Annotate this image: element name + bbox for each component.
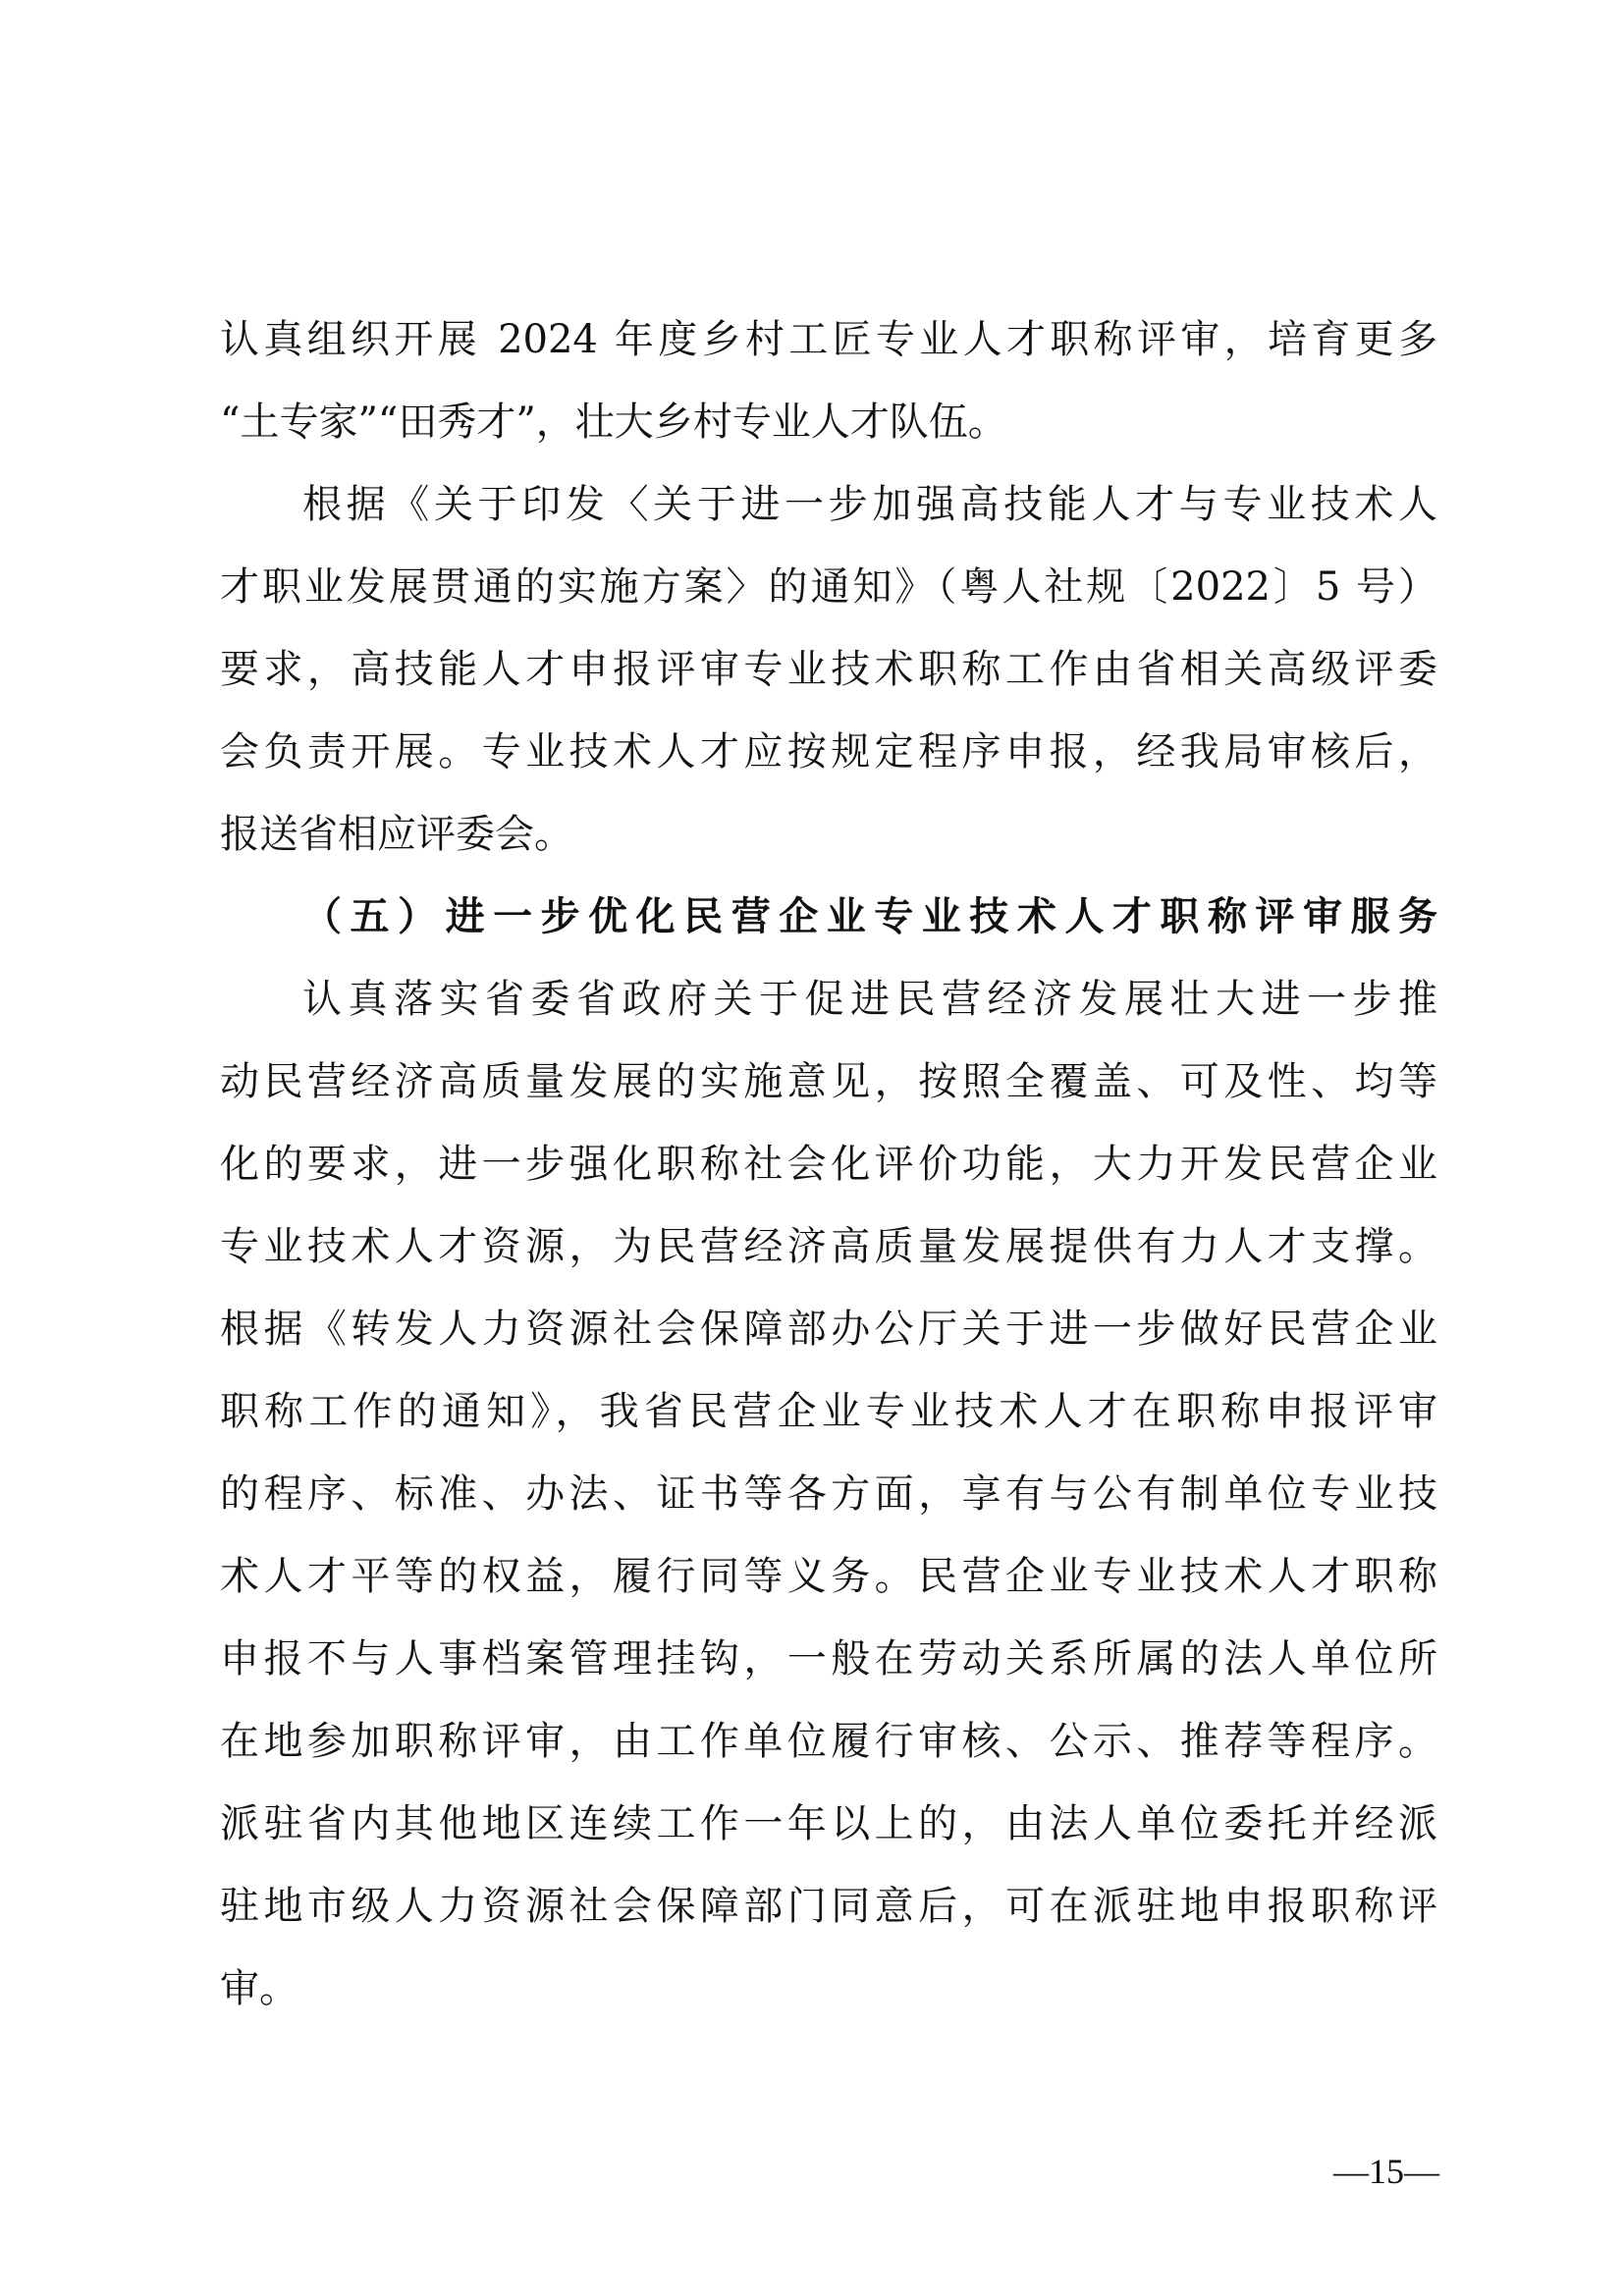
page-number: —15—: [1333, 2152, 1439, 2191]
paragraph-2-line-1: 根据《关于印发〈关于进一步加强高技能人才与专业技术人: [302, 482, 1437, 527]
paragraph-3-line-5: 根据《转发人力资源社会保障部办公厅关于进一步做好民营企业: [220, 1307, 1437, 1352]
paragraph-3-line-6: 职称工作的通知》，我省民营企业专业技术人才在职称申报评审: [220, 1389, 1437, 1434]
paragraph-3-line-10: 在地参加职称评审，由工作单位履行审核、公示、推荐等程序。: [220, 1719, 1437, 1764]
paragraph-3-line-3: 化的要求，进一步强化职称社会化评价功能，大力开发民营企业: [220, 1142, 1437, 1187]
paragraph-3-line-4: 专业技术人才资源，为民营经济高质量发展提供有力人才支撑。: [220, 1224, 1437, 1269]
paragraph-3-line-8: 术人才平等的权益，履行同等义务。民营企业专业技术人才职称: [220, 1554, 1437, 1599]
paragraph-2-line-3: 要求，高技能人才申报评审专业技术职称工作由省相关高级评委: [220, 647, 1437, 692]
paragraph-2-line-5: 报送省相应评委会。: [220, 812, 573, 857]
section-heading: （五）进一步优化民营企业专业技术人才职称评审服务: [302, 894, 1437, 939]
paragraph-3-line-11: 派驻省内其他地区连续工作一年以上的，由法人单位委托并经派: [220, 1801, 1437, 1846]
paragraph-2-line-2: 才职业发展贯通的实施方案〉的通知》（粤人社规〔2022〕5 号）: [220, 564, 1437, 610]
paragraph-2-line-4: 会负责开展。专业技术人才应按规定程序申报，经我局审核后，: [220, 729, 1437, 774]
paragraph-3-line-1: 认真落实省委省政府关于促进民营经济发展壮大进一步推: [302, 977, 1437, 1022]
paragraph-1-line-1: 认真组织开展 2024 年度乡村工匠专业人才职称评审，培育更多: [220, 317, 1437, 362]
paragraph-3-line-9: 申报不与人事档案管理挂钩，一般在劳动关系所属的法人单位所: [220, 1636, 1437, 1682]
paragraph-3-line-2: 动民营经济高质量发展的实施意见，按照全覆盖、可及性、均等: [220, 1059, 1437, 1104]
paragraph-3-line-7: 的程序、标准、办法、证书等各方面，享有与公有制单位专业技: [220, 1471, 1437, 1517]
paragraph-3-line-12: 驻地市级人力资源社会保障部门同意后，可在派驻地申报职称评: [220, 1884, 1437, 1929]
paragraph-1-line-2: “土专家”“田秀才”，壮大乡村专业人才队伍。: [220, 400, 1007, 445]
paragraph-3-line-13: 审。: [220, 1966, 298, 2011]
